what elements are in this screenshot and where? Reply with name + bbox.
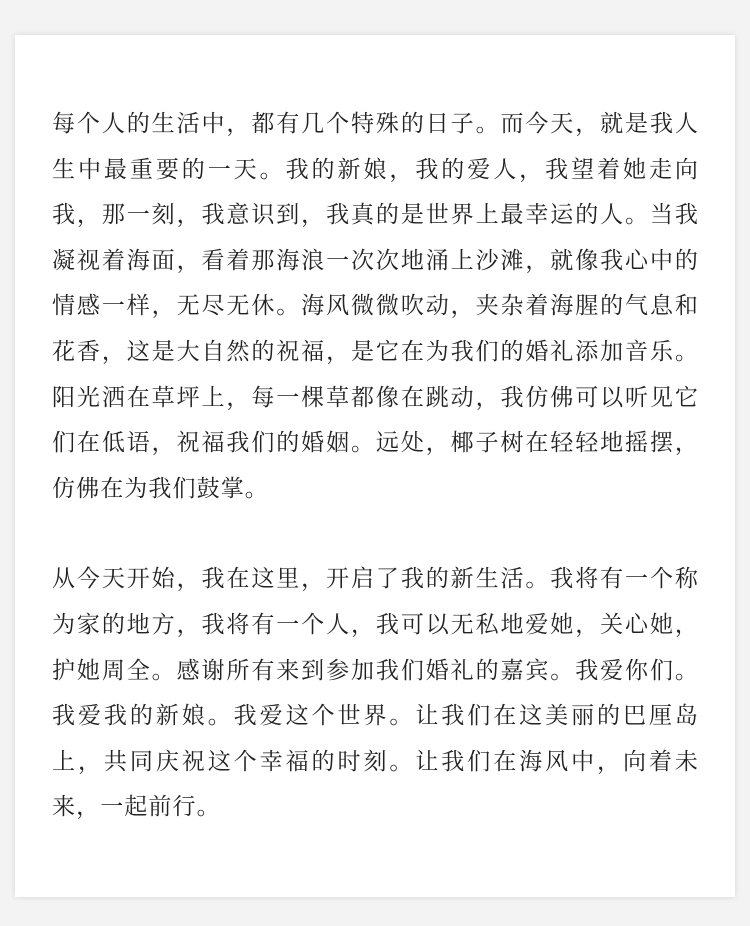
- paragraph-1: 每个人的生活中，都有几个特殊的日子。而今天，就是我人生中最重要的一天。我的新娘，我的爱人，我望着她走向我，那一刻，我意识到，我真的是世界上最幸运的人。当我凝视着海面，看着那海浪一次次地涌上沙滩，就像我心中的情感一样，无尽无休。海风微微吹动，夹杂着海腥的气息和花香，这是大自然的祝福，是它在为我们的婚礼添加音乐。阳光洒在草坪上，每一棵草都像在跳动，我仿佛可以听见它们在低语，祝福我们的婚姻。远处，椰子树在轻轻地摇摆，仿佛在为我们鼓掌。: [52, 111, 699, 502]
- article-card: [15, 35, 735, 897]
- paragraph-2: 从今天开始，我在这里，开启了我的新生活。我将有一个称为家的地方，我将有一个人，我可以无私地爱她，关心她，护她周全。感谢所有来到参加我们婚礼的嘉宾。我爱你们。我爱我的新娘。我爱这个世界。让我们在这美丽的巴厘岛上，共同庆祝这个幸福的时刻。让我们在海风中，向着未来，一起前行。: [52, 566, 699, 821]
